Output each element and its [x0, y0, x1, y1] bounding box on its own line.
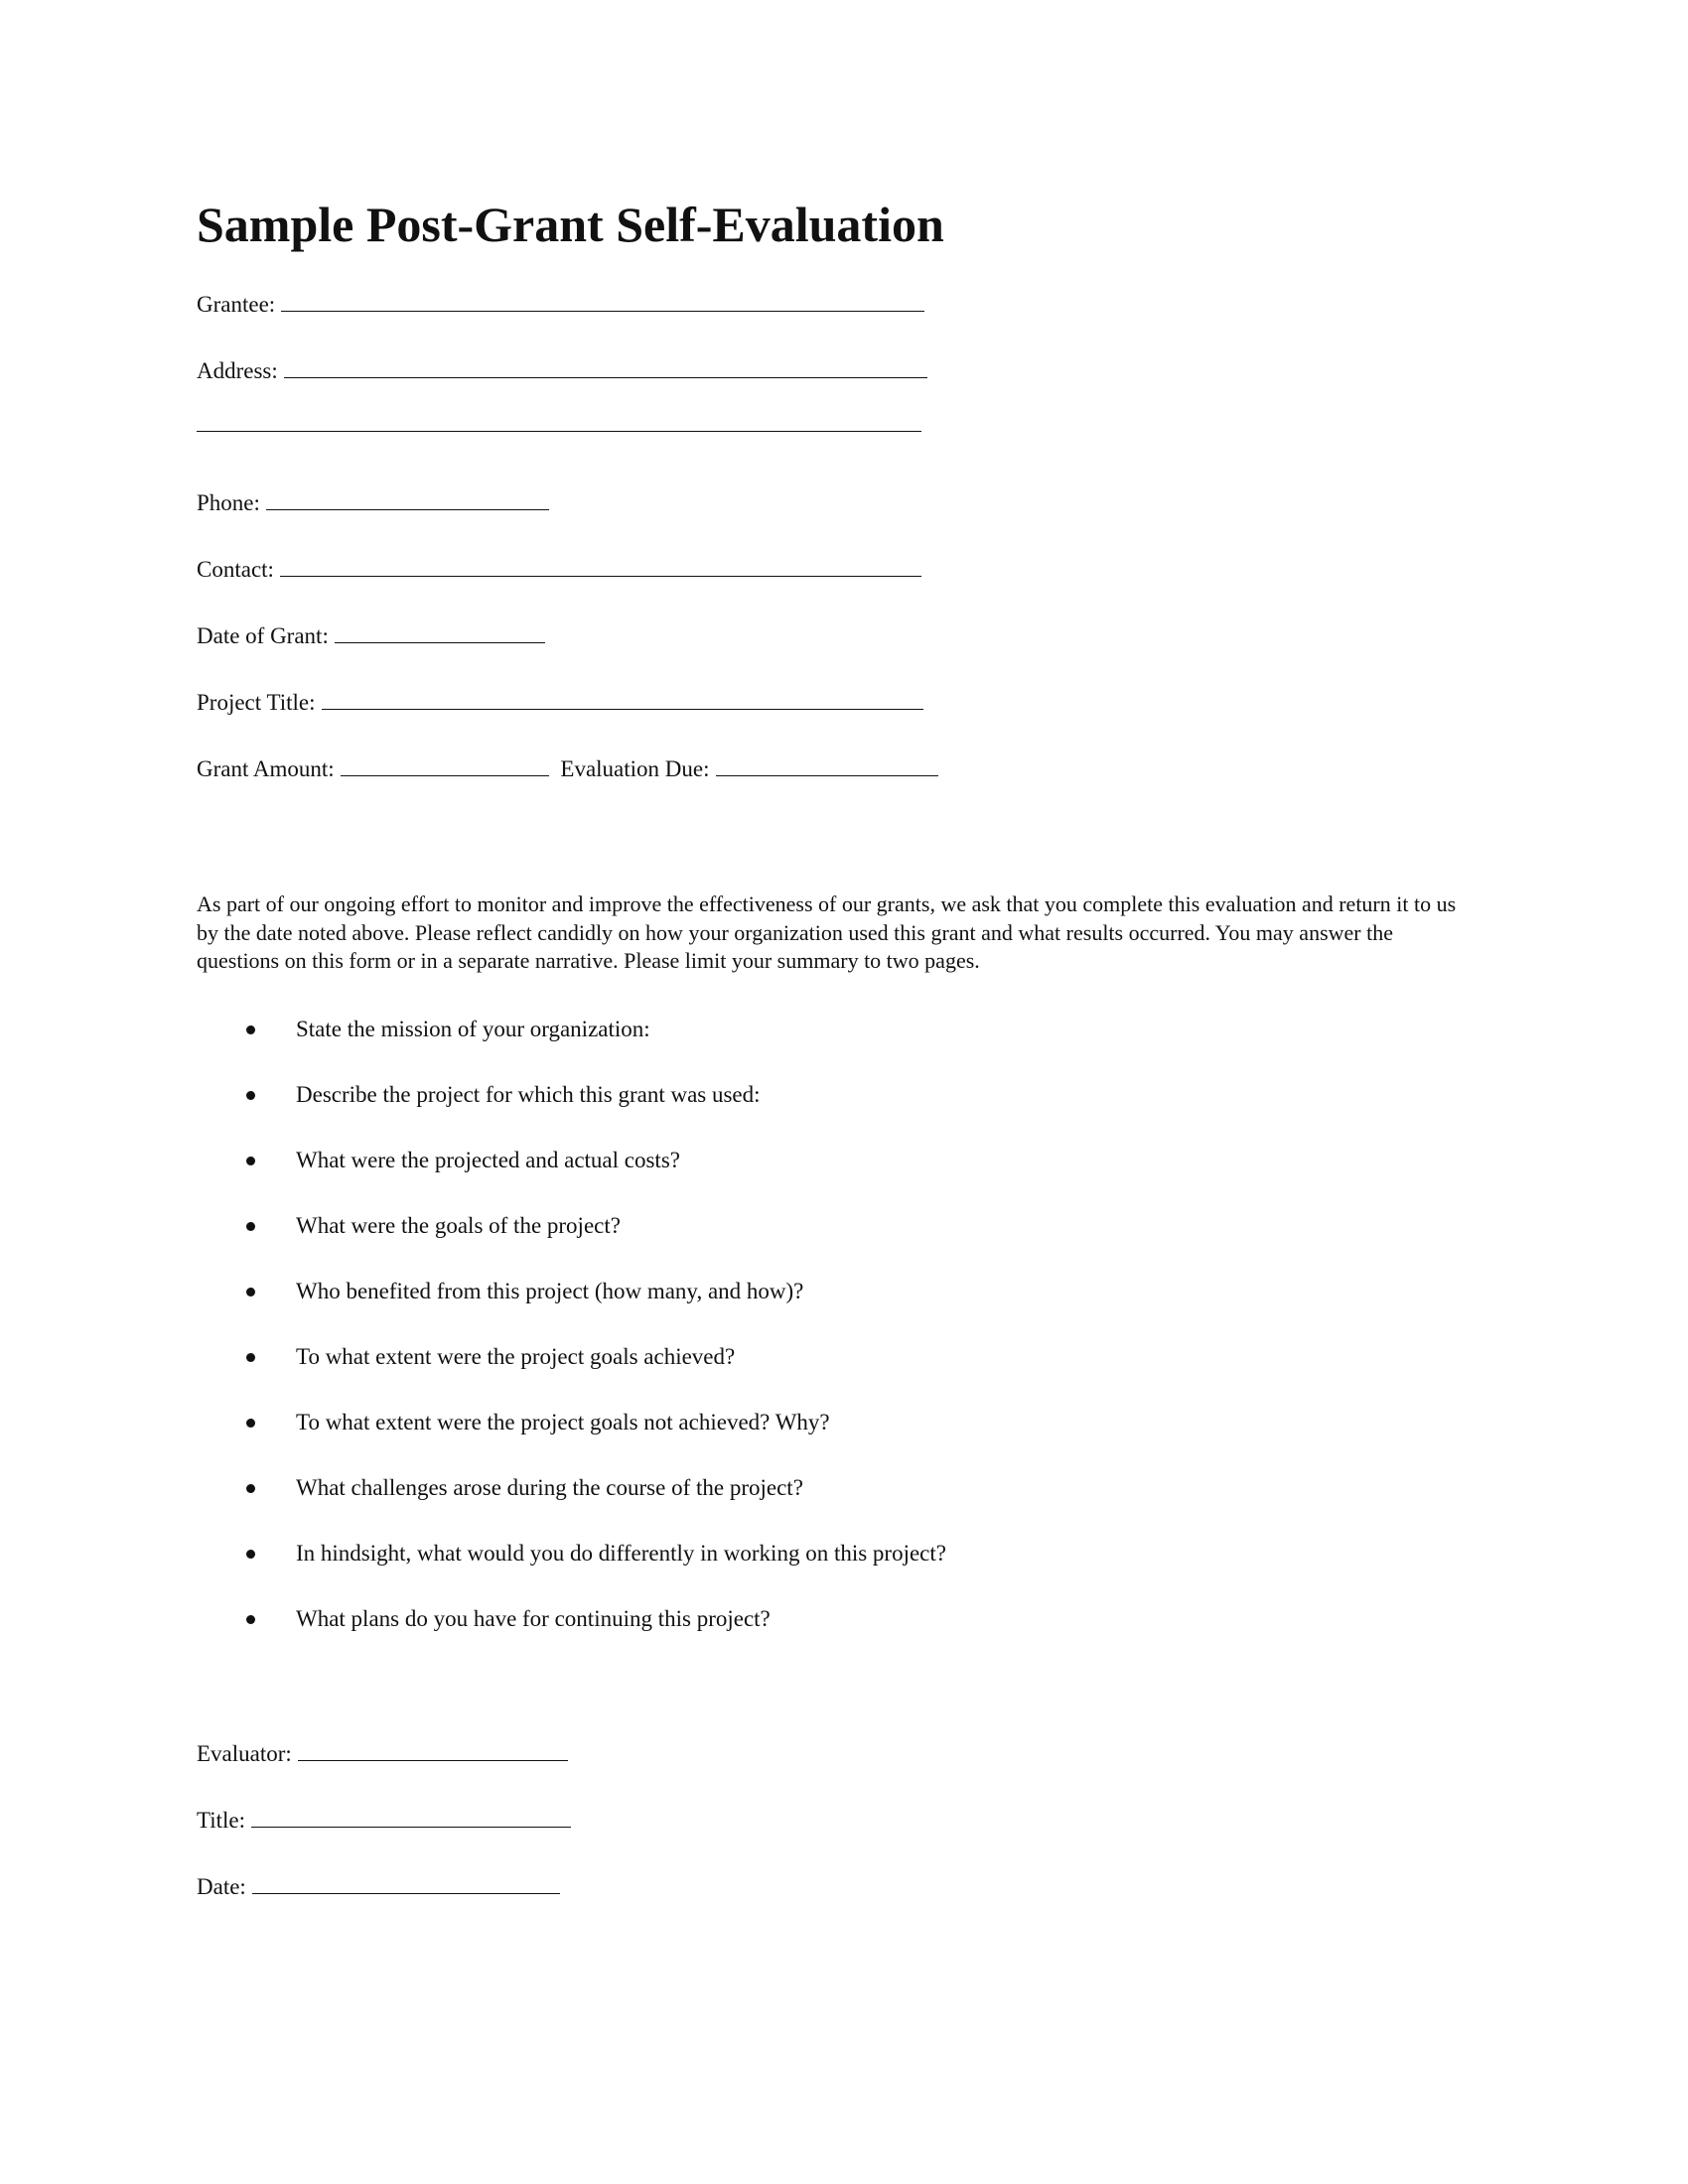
project-title-blank-line[interactable] — [322, 691, 923, 710]
question-text: Describe the project for which this grant was used: — [296, 1082, 761, 1107]
grant-amount-blank-line[interactable] — [341, 757, 549, 776]
contact-blank-line[interactable] — [280, 558, 921, 577]
signature-date-blank-line[interactable] — [252, 1875, 560, 1894]
evaluation-due-blank-line[interactable] — [716, 757, 938, 776]
grantee-blank-line[interactable] — [281, 293, 924, 312]
bullet-icon — [246, 1288, 255, 1297]
question-text: To what extent were the project goals not achieved? Why? — [296, 1410, 830, 1434]
evaluator-field — [197, 1739, 568, 1769]
signature-title-field — [197, 1806, 571, 1836]
signature-title-blank-line[interactable] — [251, 1809, 571, 1828]
address-label: Address: — [197, 358, 278, 383]
grant-amount-field — [197, 754, 938, 784]
phone-field — [197, 488, 549, 518]
signature-date-field — [197, 1872, 560, 1902]
date-of-grant-field — [197, 621, 545, 651]
signature-date-label: Date: — [197, 1874, 246, 1899]
address-blank-line[interactable] — [284, 359, 927, 378]
date-of-grant-blank-line[interactable] — [335, 624, 545, 643]
phone-label: Phone: — [197, 490, 260, 515]
grantee-field — [197, 290, 924, 320]
signature-title-label: Title: — [197, 1808, 246, 1833]
grant-amount-label: Grant Amount: — [197, 756, 335, 781]
bullet-icon — [246, 1484, 255, 1493]
bullet-icon — [246, 1025, 255, 1034]
question-text: What challenges arose during the course of the project? — [296, 1475, 803, 1500]
contact-field — [197, 555, 921, 585]
bullet-icon — [246, 1419, 255, 1428]
question-text: To what extent were the project goals achieved? — [296, 1344, 736, 1369]
project-title-field — [197, 688, 923, 718]
question-text: What were the projected and actual costs? — [296, 1148, 680, 1172]
bullet-icon — [246, 1091, 255, 1100]
phone-blank-line[interactable] — [266, 491, 549, 510]
contact-label: Contact: — [197, 557, 274, 582]
evaluator-label: Evaluator: — [197, 1741, 292, 1766]
evaluation-due-label: Evaluation Due: — [560, 756, 710, 781]
date-of-grant-label: Date of Grant: — [197, 623, 329, 648]
question-text: In hindsight, what would you do differently in working on this project? — [296, 1541, 946, 1566]
question-text: What were the goals of the project? — [296, 1213, 621, 1238]
address-line-2-blank[interactable] — [197, 430, 921, 432]
question-text: Who benefited from this project (how many, and how)? — [296, 1279, 804, 1303]
bullet-icon — [246, 1157, 255, 1165]
bullet-icon — [246, 1353, 255, 1362]
intro-paragraph: As part of our ongoing effort to monitor and improve the effectiveness of our grants, we ask that you complete this evaluation and return it to us by the date noted above. Please reflect candidly on how your organization used this grant and what results occurred. You may answer the questions on this form or in a separate narrative. Please limit your summary to two pages. — [197, 891, 1457, 973]
page-title: Sample Post-Grant Self-Evaluation — [197, 197, 944, 252]
bullet-icon — [246, 1550, 255, 1559]
project-title-label: Project Title: — [197, 690, 316, 715]
grantee-label: Grantee: — [197, 292, 276, 317]
bullet-icon — [246, 1222, 255, 1231]
address-field — [197, 356, 927, 386]
bullet-icon — [246, 1615, 255, 1624]
question-text: What plans do you have for continuing this project? — [296, 1606, 771, 1631]
question-text: State the mission of your organization: — [296, 1017, 650, 1041]
evaluator-blank-line[interactable] — [298, 1742, 568, 1761]
